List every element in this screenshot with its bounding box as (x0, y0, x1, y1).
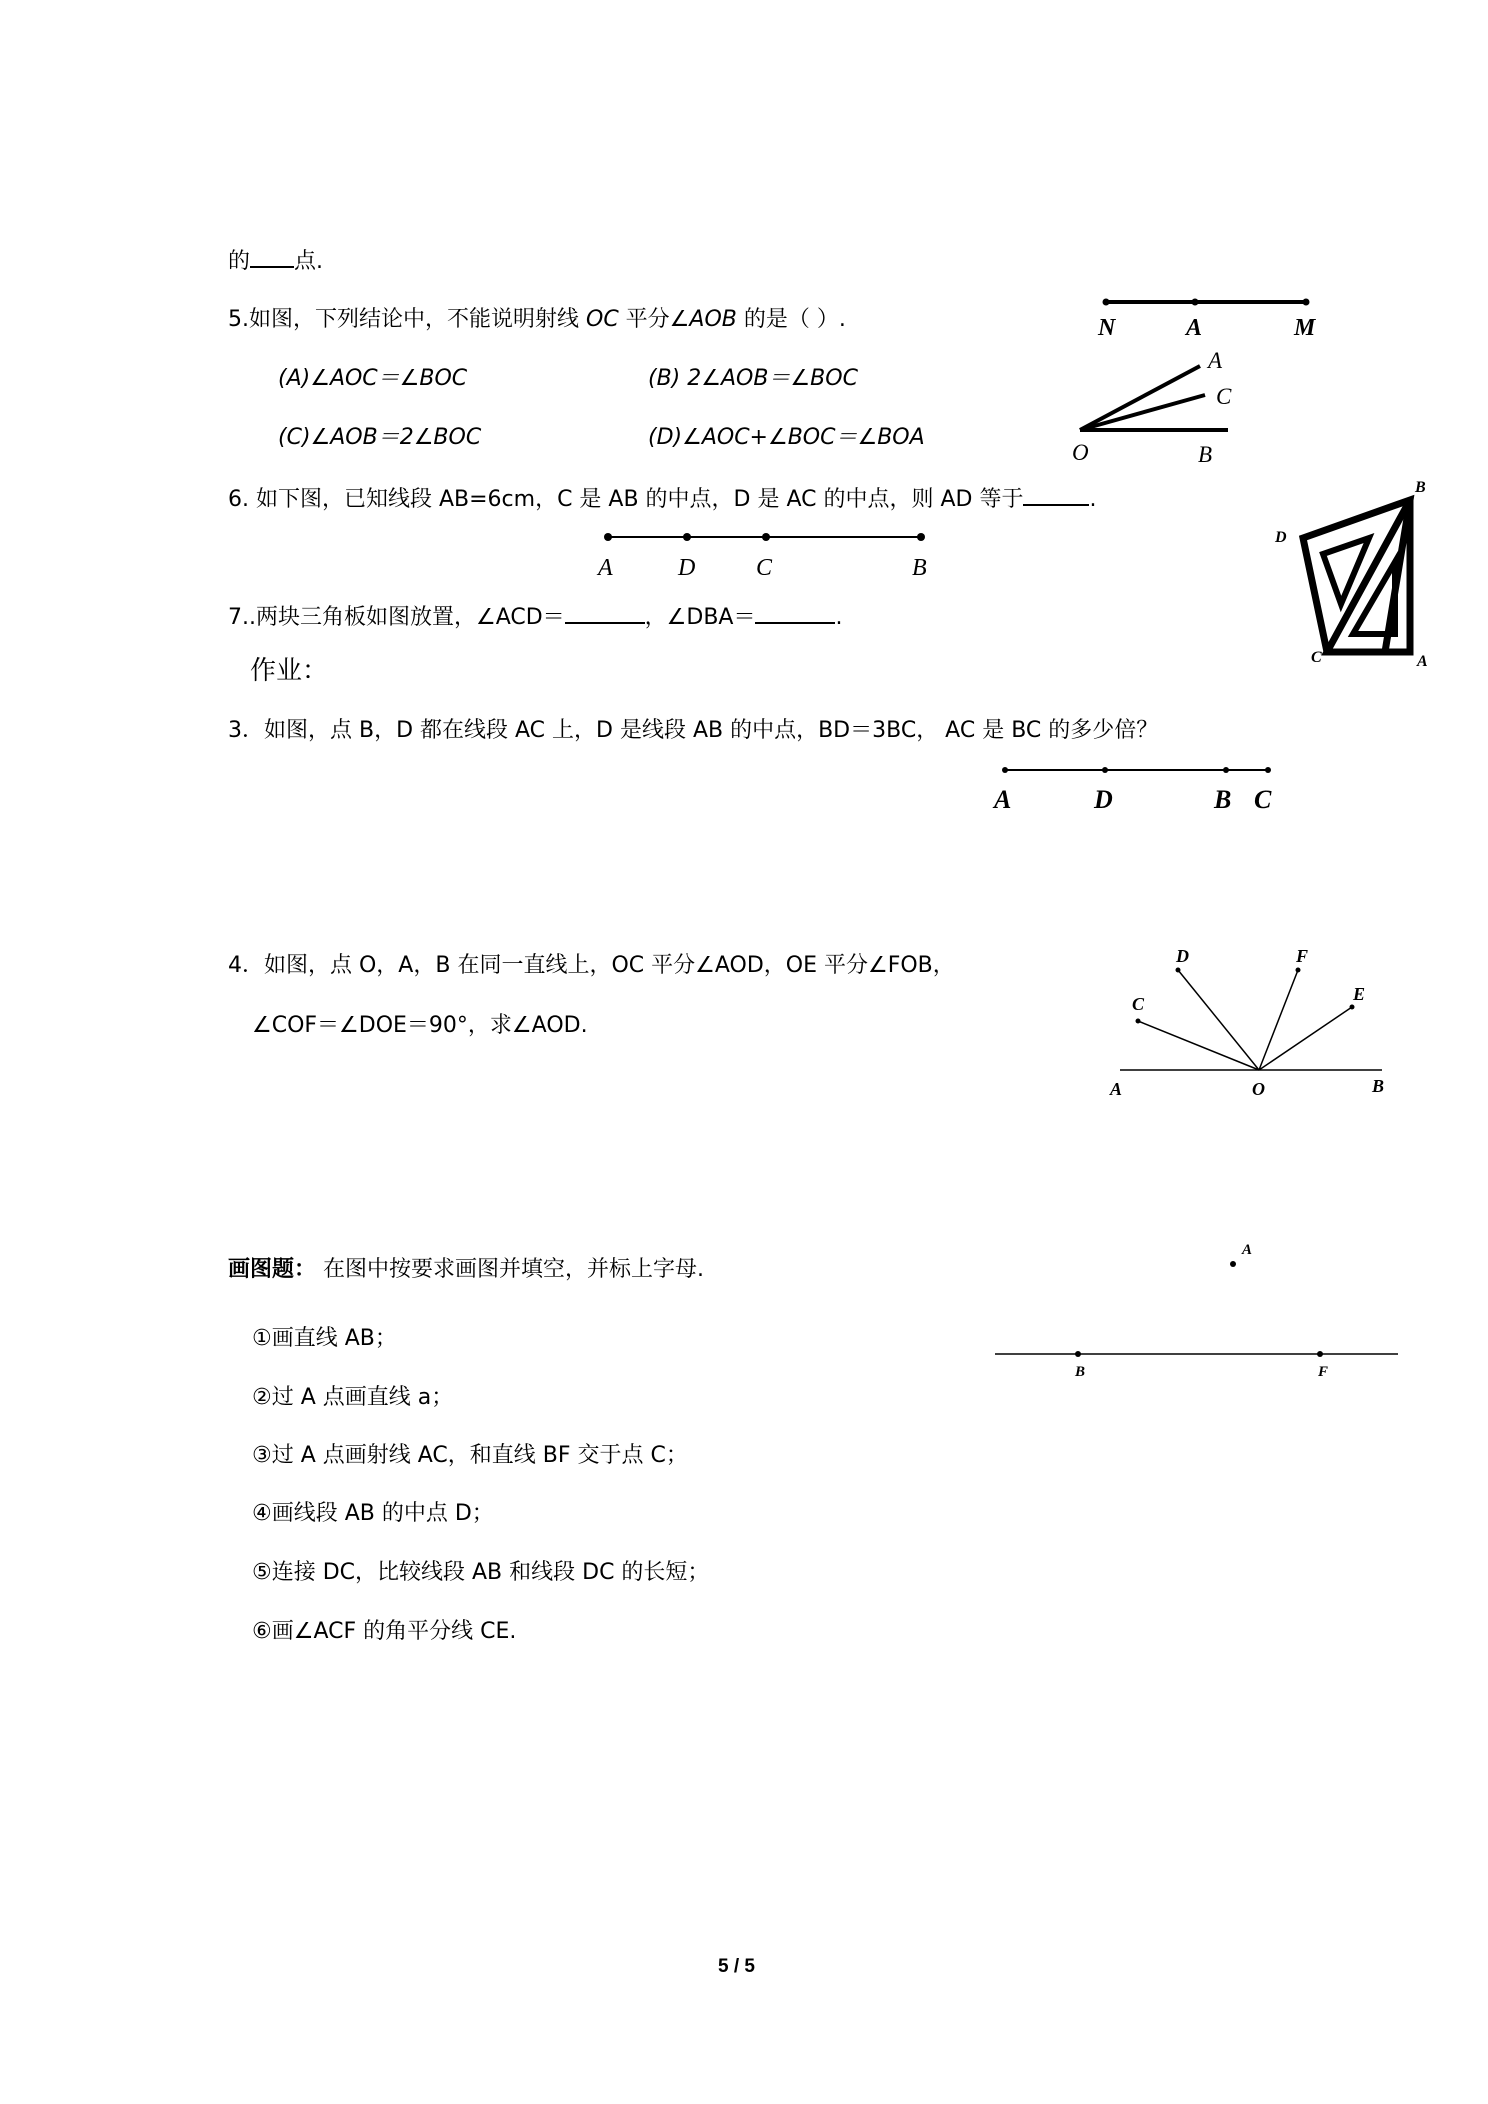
answer-blank (1023, 482, 1089, 506)
point-label-d: D (1275, 529, 1287, 546)
question-6-stem (228, 482, 1096, 515)
drawing-task-title: 画图题： (228, 1257, 317, 1282)
drawing-step-4: ④画线段 AB 的中点 D； (252, 1501, 494, 1526)
drawing-task-heading (228, 1255, 704, 1285)
q5-text-suffix: 的是（ ）. (736, 307, 846, 332)
homework-4-line-1: 4．如图，点 O，A，B 在同一直线上，OC 平分∠AOD，OE 平分∠FOB， (228, 953, 955, 978)
q7-text-mid: ，∠DBA＝ (644, 605, 756, 630)
point-label-o: O (1072, 440, 1089, 465)
point-label-b: B (1372, 1076, 1385, 1096)
q5-ray-name: OC (586, 307, 619, 332)
prev-text-post: 点. (294, 249, 324, 274)
point-label-d: D (1176, 946, 1189, 966)
point-label-a: A (994, 785, 1012, 814)
q5-option-a: (A)∠AOC＝∠BOC (278, 366, 468, 391)
point-label-b: B (1075, 1364, 1086, 1380)
figure-segment-adbc (990, 758, 1290, 818)
point-label-a: A (1110, 1079, 1123, 1099)
point-label-o: O (1252, 1079, 1265, 1099)
point-label-e: E (1353, 984, 1366, 1004)
point-label-f: F (1318, 1364, 1329, 1380)
figure-drawing-area (990, 1220, 1410, 1390)
point-label-b: B (912, 555, 927, 581)
page-number: 5 / 5 (718, 1956, 755, 1977)
point-label-c: C (1216, 384, 1232, 409)
homework-heading: 作业： (250, 656, 329, 686)
drawing-step-5: ⑤连接 DC，比较线段 AB 和线段 DC 的长短； (252, 1560, 710, 1585)
point-label-b: B (1214, 785, 1232, 814)
point-label-d: D (1094, 785, 1113, 814)
figure-angle-aob (1060, 340, 1300, 470)
answer-blank (565, 600, 645, 624)
q5-option-d: (D)∠AOC+∠BOC＝∠BOA (648, 425, 925, 450)
answer-blank (250, 244, 294, 268)
point-label-b: B (1198, 442, 1213, 467)
q6-text-end: . (1089, 487, 1097, 512)
figure-rays-from-o (1100, 940, 1420, 1110)
drawing-step-1: ①画直线 AB； (252, 1326, 397, 1351)
answer-blank (755, 600, 835, 624)
homework-4-line-2: ∠COF＝∠DOE＝90°，求∠AOD. (252, 1013, 588, 1038)
q5-angle-name: AOB (689, 307, 737, 332)
q5-option-b: (B) 2∠AOB＝∠BOC (648, 366, 858, 391)
point-label-d: D (678, 555, 696, 581)
point-label-f: F (1296, 946, 1309, 966)
point-label-c: C (1254, 785, 1272, 814)
prev-question-tail (228, 244, 323, 277)
point-label-c: C (1132, 994, 1145, 1014)
point-label-a: A (598, 555, 613, 581)
prev-text-pre: 的 (228, 249, 251, 274)
drawing-task-intro: 在图中按要求画图并填空，并标上字母. (323, 1257, 705, 1282)
figure-segment-adcb (590, 525, 940, 585)
point-label-b: B (1415, 479, 1426, 496)
question-5-stem (228, 305, 846, 335)
q7-text: 7..两块三角板如图放置，∠ACD＝ (228, 605, 565, 630)
q6-text: 6. 如下图，已知线段 AB=6cm，C 是 AB 的中点，D 是 AC 的中点，则 AD 等于 (228, 487, 1024, 512)
point-label-n: N (1098, 315, 1116, 341)
q5-text-mid: 平分∠ (618, 307, 690, 332)
question-7-stem (228, 600, 842, 633)
point-label-a: A (1417, 653, 1428, 670)
drawing-step-2: ②过 A 点画直线 a； (252, 1385, 454, 1410)
point-label-m: M (1294, 315, 1316, 341)
q7-text-end: . (835, 605, 843, 630)
homework-3-stem: 3．如图，点 B，D 都在线段 AC 上，D 是线段 AB 的中点，BD＝3BC， AC 是 BC 的多少倍？ (228, 718, 1159, 743)
q5-option-c: (C)∠AOB＝2∠BOC (278, 425, 482, 450)
drawing-step-6: ⑥画∠ACF 的角平分线 CE. (252, 1619, 517, 1644)
point-label-c: C (756, 555, 773, 581)
point-label-a: A (1186, 315, 1203, 341)
point-label-a: A (1242, 1242, 1253, 1258)
point-label-c: C (1311, 649, 1322, 666)
q5-text: 5.如图，下列结论中，不能说明射线 (228, 307, 586, 332)
point-label-a: A (1208, 348, 1223, 373)
figure-triangle-rulers (1265, 470, 1445, 680)
drawing-step-3: ③过 A 点画射线 AC，和直线 BF 交于点 C； (252, 1443, 688, 1468)
